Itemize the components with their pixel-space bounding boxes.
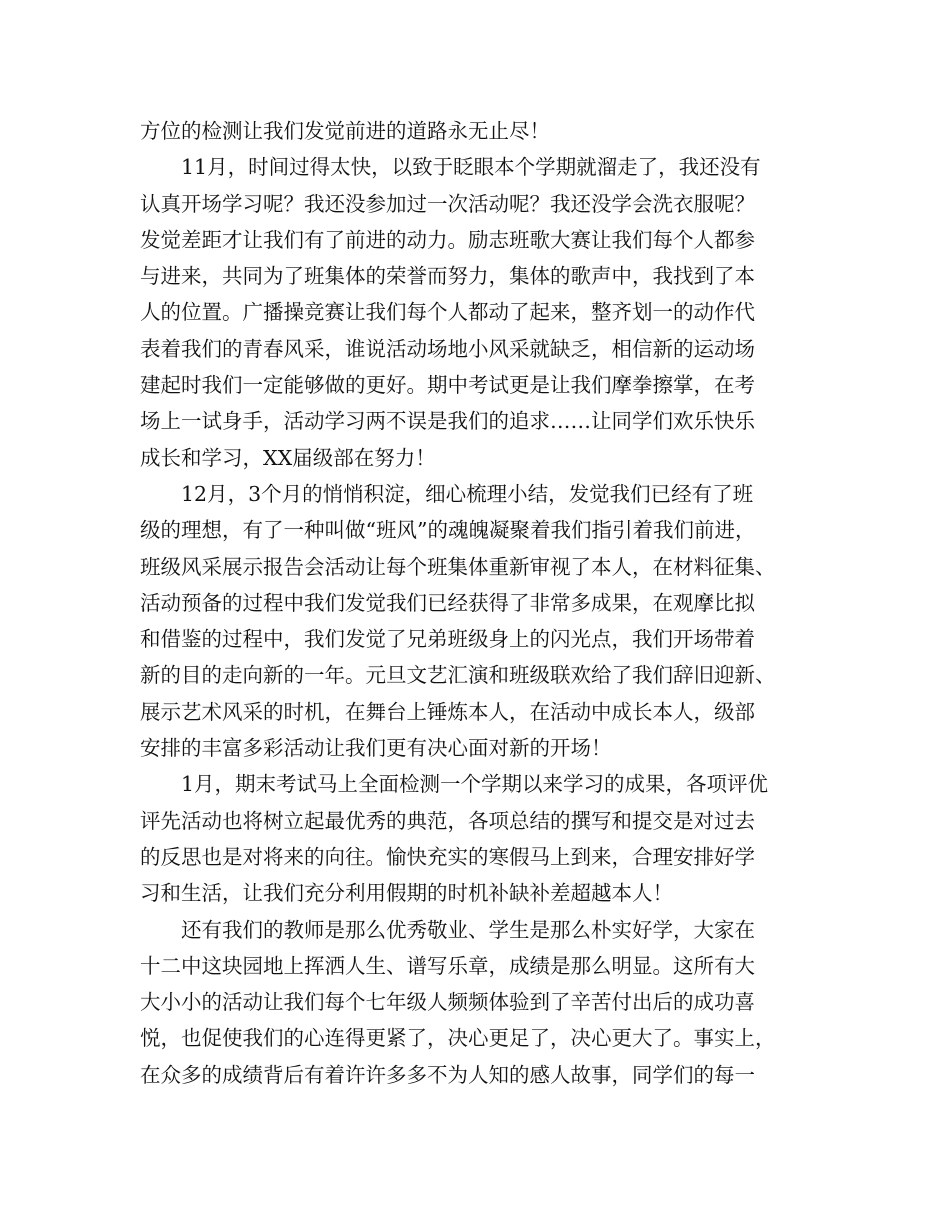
text-line: 还有我们的教师是那么优秀敬业、学生是那么朴实好学，大家在 bbox=[181, 917, 755, 942]
paragraph-p0 bbox=[140, 113, 840, 149]
text-line: 安排的丰富多彩活动让我们更有决心面对新的开场！ bbox=[140, 736, 612, 761]
text-line: 班级风采展示报告会活动让每个班集体重新审视了本人，在材料征集、 bbox=[140, 554, 776, 579]
paragraph-p4 bbox=[140, 912, 840, 1093]
text-line: 级的理想，有了一种叫做“班风”的魂魄凝聚着我们指引着我们前进， bbox=[140, 518, 756, 543]
text-line: 十二中这块园地上挥洒人生、谱写乐章，成绩是那么明显。这所有大 bbox=[140, 953, 755, 978]
text-line: 悦，也促使我们的心连得更紧了，决心更足了，决心更大了。事实上， bbox=[140, 1026, 776, 1051]
text-line: 活动预备的过程中我们发觉我们已经获得了非常多成果，在观摩比拟 bbox=[140, 590, 755, 615]
text-line: 与进来，共同为了班集体的荣誉而努力，集体的歌声中，我找到了本 bbox=[140, 264, 755, 289]
text-line: 12月，3个月的悄悄积淀，细心梳理小结，发觉我们已经有了班 bbox=[181, 481, 754, 506]
document-body bbox=[140, 113, 840, 1093]
text-line: 习和生活，让我们充分利用假期的时机补缺补差超越本人！ bbox=[140, 881, 673, 906]
text-line: 1月，期末考试马上全面检测一个学期以来学习的成果，各项评优 bbox=[181, 772, 769, 797]
text-line: 认真开场学习呢？我还没参加过一次活动呢？我还没学会洗衣服呢？ bbox=[140, 191, 755, 216]
text-line: 方位的检测让我们发觉前进的道路永无止尽！ bbox=[140, 119, 550, 143]
text-line: 发觉差距才让我们有了前进的动力。励志班歌大赛让我们每个人都参 bbox=[140, 227, 755, 252]
text-line: 在众多的成绩背后有着许许多多不为人知的感人故事，同学们的每一 bbox=[140, 1062, 755, 1087]
paragraph-p2 bbox=[140, 476, 840, 766]
text-line: 和借鉴的过程中，我们发觉了兄弟班级身上的闪光点，我们开场带着 bbox=[140, 627, 755, 652]
text-line: 大小小的活动让我们每个七年级人频频体验到了辛苦付出后的成功喜 bbox=[140, 990, 755, 1015]
text-line: 评先活动也将树立起最优秀的典范，各项总结的撰写和提交是对过去 bbox=[140, 808, 755, 833]
paragraph-p3 bbox=[140, 766, 840, 911]
text-line: 人的位置。广播操竞赛让我们每个人都动了起来，整齐划一的动作代 bbox=[140, 300, 755, 325]
text-line: 表着我们的青春风采，谁说活动场地小风采就缺乏，相信新的运动场 bbox=[140, 336, 755, 361]
text-line: 展示艺术风采的时机，在舞台上锤炼本人，在活动中成长本人，级部 bbox=[140, 699, 755, 724]
paragraph-p1 bbox=[140, 149, 840, 476]
text-line: 的反思也是对将来的向往。愉快充实的寒假马上到来，合理安排好学 bbox=[140, 844, 755, 869]
text-line: 新的目的走向新的一年。元旦文艺汇演和班级联欢给了我们辞旧迎新、 bbox=[140, 663, 776, 688]
text-line: 成长和学习，XX届级部在努力！ bbox=[140, 445, 436, 470]
text-line: 场上一试身手，活动学习两不误是我们的追求……让同学们欢乐快乐 bbox=[140, 409, 755, 434]
text-line: 建起时我们一定能够做的更好。期中考试更是让我们摩拳擦掌，在考 bbox=[140, 373, 755, 398]
text-line: 11月，时间过得太快，以致于眨眼本个学期就溜走了，我还没有 bbox=[181, 155, 761, 180]
